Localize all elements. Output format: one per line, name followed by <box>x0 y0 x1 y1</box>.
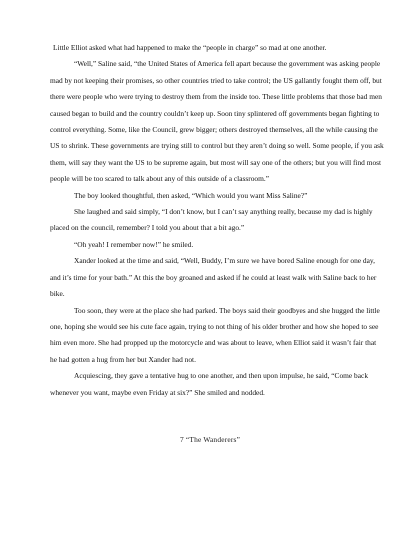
document-body <box>50 40 384 401</box>
paragraph: Little Elliot asked what had happened to make the “people in charge” so mad at one another. <box>53 43 327 52</box>
page-footer: 7 “The Wanderers” <box>179 435 241 444</box>
paragraph: She laughed and said simply, “I don’t know, but I can’t say anything really, because my dad is highly placed on the council, remember? I told you about that a bit ago.” <box>50 207 373 233</box>
paragraph: Xander looked at the time and said, “Well, Buddy, I’m sure we have bored Saline enough for one day, and it’s time for your bath.” At this the boy groaned and asked if he could at least walk with Saline back to her bike. <box>50 256 377 299</box>
paragraph: “Well,” Saline said, “the United States of America fell apart because the government was asking people mad by not keeping their promises, so other countries tried to take control; the US gallantly fought them off, but there were people who were trying to destroy them from the inside too. These little problems that those bad men caused began to build and the country couldn’t keep up. Soon tiny splintered off governments began fighting to control everything. Some, like the Council, grew bigger; others destroyed themselves, all the while causing the US to shrink. These governments are trying still to control but they aren’t doing so well. Some people, if you ask them, will say they want the US to be supreme again, but most will say one of the others; but you will find most people will be too scared to talk about any of this outside of a classroom.” <box>50 59 384 184</box>
paragraph: Too soon, they were at the place she had parked. The boys said their goodbyes and she hugged the little one, hoping she would see his cute face again, trying to not thing of his older brother and how she hoped to see him even more. She had propped up the motorcycle and was about to leave, when Elliot said it wasn’t fair that he had gotten a hug from her but Xander had not. <box>50 305 380 364</box>
paragraph: Acquiescing, they gave a tentative hug to one another, and then upon impulse, he said, “Come back whenever you want, maybe even Friday at six?” She smiled and nodded. <box>50 371 369 397</box>
paragraph: “Oh yeah! I remember now!” he smiled. <box>74 239 194 249</box>
paragraph: The boy looked thoughtful, then asked, “Which would you want Miss Saline?” <box>74 190 308 200</box>
